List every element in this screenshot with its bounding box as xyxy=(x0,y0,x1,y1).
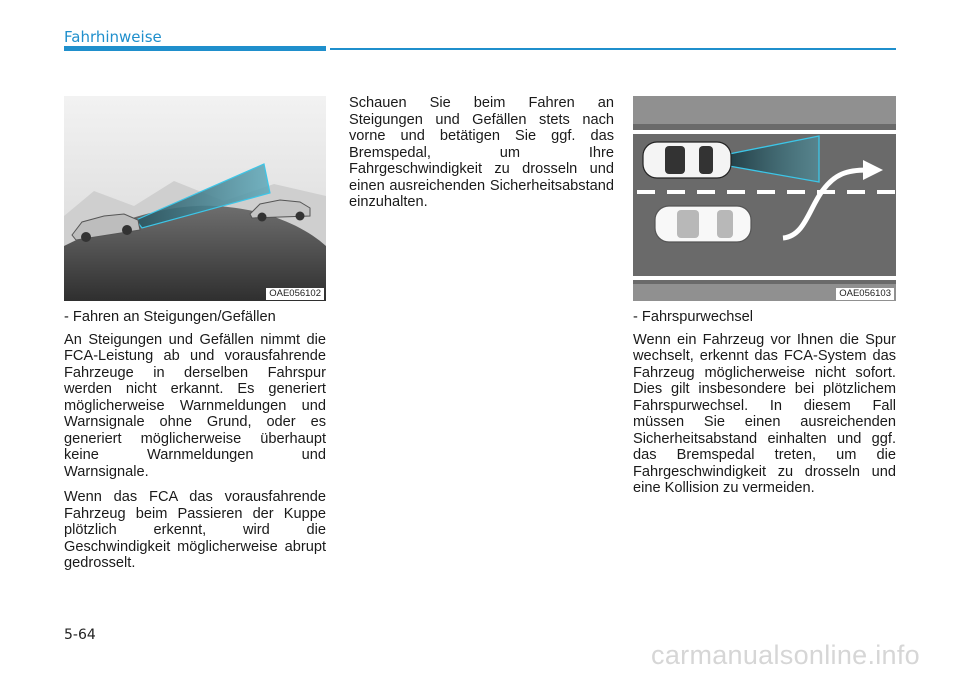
own-car-icon xyxy=(643,142,731,178)
section-title: Fahrhinweise xyxy=(64,28,162,46)
lane-divider xyxy=(637,190,895,194)
preceding-car-icon xyxy=(655,206,751,242)
hill-illustration xyxy=(64,96,326,301)
lane-change-illustration xyxy=(633,96,896,301)
text-column-right xyxy=(633,309,896,506)
text-column-middle xyxy=(349,95,614,220)
paragraph: An Steigungen und Gefällen nimmt die FCA-Leistung ab und vorausfahrende Fahrzeuge in derselben Fahrspur werden nicht erkannt. Es generiert möglicherweise Warnmeldungen und Warnsignale ohne Grund, oder es generiert möglicherweise überhaupt keine Warnmeldungen und Warnsignale. xyxy=(64,331,326,480)
header-rule xyxy=(330,48,896,50)
page-number: 5-64 xyxy=(64,627,96,643)
paragraph: Wenn das FCA das vorausfahrende Fahrzeug beim Passieren der Kuppe plötzlich erkennt, wird die Geschwindigkeit möglicherweise abrupt gedrosselt. xyxy=(64,489,326,571)
subheading-lane-change: - Fahrspurwechsel xyxy=(633,309,754,325)
figure-code: OAE056102 xyxy=(266,288,324,300)
subheading-hills: - Fahren an Steigungen/Gefällen xyxy=(64,309,276,325)
header-rule-accent xyxy=(64,46,326,51)
figure-code: OAE056103 xyxy=(836,288,894,300)
watermark: carmanualsonline.info xyxy=(651,640,920,670)
text-column-left xyxy=(64,309,326,581)
figure-lane-change xyxy=(633,96,896,301)
paragraph: Wenn ein Fahrzeug vor Ihnen die Spur wechselt, erkennt das FCA-System das Fahrzeug möglicherweise nicht sofort. Dies gilt insbesondere bei plötzlichem Fahrspurwechsel. In diesem Fall müssen Sie einen ausreichenden Sicherheitsabstand einhalten und ggf. das Bremspedal treten, um die Fahrgeschwindigkeit zu drosseln und eine Kollision zu vermeiden. xyxy=(633,331,896,496)
figure-hill-driving xyxy=(64,96,326,301)
paragraph: Schauen Sie beim Fahren an Steigungen und Gefällen stets nach vorne und betätigen Sie ggf. das Bremspedal, um Ihre Fahrgeschwindigkeit zu drosseln und einen ausreichenden Sicherheitsabstand einzuhalten. xyxy=(349,95,614,210)
